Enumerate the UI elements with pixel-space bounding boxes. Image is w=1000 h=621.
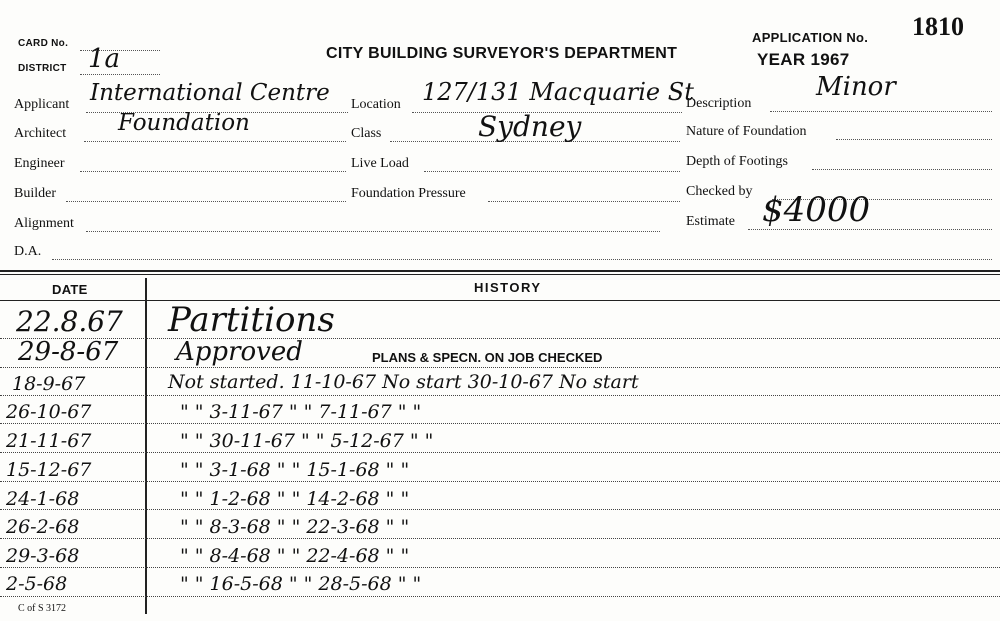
history-date: 22.8.67 [16,305,123,338]
district-value: 1a [88,44,121,74]
alignment-line [86,231,660,232]
history-date: 2-5-68 [6,573,68,595]
applicant-value: International Centre [90,80,330,106]
history-row-line [0,538,1000,539]
depth-of-footings-label: Depth of Footings [686,154,788,169]
history-date: 29-3-68 [6,545,80,567]
location-value-2: Sydney [478,110,582,143]
date-column-divider [145,278,147,614]
applicant-label: Applicant [14,97,70,112]
depth-of-footings-line [812,169,992,170]
history-date: 26-2-68 [6,516,80,538]
da-label: D.A. [14,244,42,259]
history-date: 29-8-67 [18,337,119,367]
form-code: C of S 3172 [18,603,67,614]
engineer-label: Engineer [14,156,65,171]
foundation-pressure-label: Foundation Pressure [351,186,466,201]
district-label: DISTRICT [18,63,67,74]
da-line [52,259,992,260]
history-entry: " " 30-11-67 " " 5-12-67 " " [180,430,434,452]
history-entry: Partitions [168,300,335,340]
live-load-label: Live Load [351,156,409,171]
table-top-rule [0,270,1000,272]
builder-label: Builder [14,186,56,201]
nature-of-foundation-label: Nature of Foundation [686,124,807,139]
architect-value: Foundation [118,110,250,136]
location-value: 127/131 Macquarie St [422,78,694,106]
architect-line [84,141,346,142]
history-date: 26-10-67 [6,401,92,423]
history-entry: Approved [176,337,303,367]
history-row-line [0,596,1000,597]
history-row-line [0,423,1000,424]
description-label: Description [686,96,752,111]
date-column-header: DATE [52,282,88,297]
history-date: 24-1-68 [6,488,80,510]
checked-by-label: Checked by [686,184,753,199]
history-entry: " " 8-3-68 " " 22-3-68 " " [180,516,410,538]
history-date: 21-11-67 [6,430,92,452]
history-date: 18-9-67 [12,373,86,395]
history-entry: " " 3-11-67 " " 7-11-67 " " [180,401,422,423]
class-label: Class [351,126,382,141]
description-value: Minor [816,72,896,102]
history-row-line [0,509,1000,510]
history-entry: " " 16-5-68 " " 28-5-68 " " [180,573,422,595]
engineer-line [80,171,346,172]
live-load-line [424,171,680,172]
history-row-line [0,395,1000,396]
history-row-line [0,481,1000,482]
estimate-value: $4000 [762,190,871,230]
application-number: 1810 [912,12,964,41]
builder-line [66,201,346,202]
history-row-line [0,567,1000,568]
description-line [770,111,992,112]
card-no-label: CARD No. [18,38,69,49]
district-line [80,74,160,75]
history-row-line [0,452,1000,453]
history-entry: " " 1-2-68 " " 14-2-68 " " [180,488,410,510]
application-label: APPLICATION No. [752,30,869,45]
department-title: CITY BUILDING SURVEYOR'S DEPARTMENT [326,45,678,62]
history-row-line [0,338,1000,339]
table-top-rule-2 [0,274,1000,275]
architect-label: Architect [14,126,67,141]
history-row-line [0,367,1000,368]
history-date: 15-12-67 [6,459,92,481]
history-typed-note: PLANS & SPECN. ON JOB CHECKED [372,350,603,365]
history-entry: Not started. 11-10-67 No start 30-10-67 No start [168,371,639,393]
history-entry: " " 8-4-68 " " 22-4-68 " " [180,545,410,567]
nature-of-foundation-line [836,139,992,140]
year-label: YEAR 1967 [757,50,850,69]
history-entry: " " 3-1-68 " " 15-1-68 " " [180,459,410,481]
foundation-pressure-line [488,201,680,202]
location-label: Location [351,97,401,112]
alignment-label: Alignment [14,216,74,231]
estimate-label: Estimate [686,214,735,229]
history-column-header: HISTORY [474,280,542,295]
header-bottom-rule [0,300,1000,301]
